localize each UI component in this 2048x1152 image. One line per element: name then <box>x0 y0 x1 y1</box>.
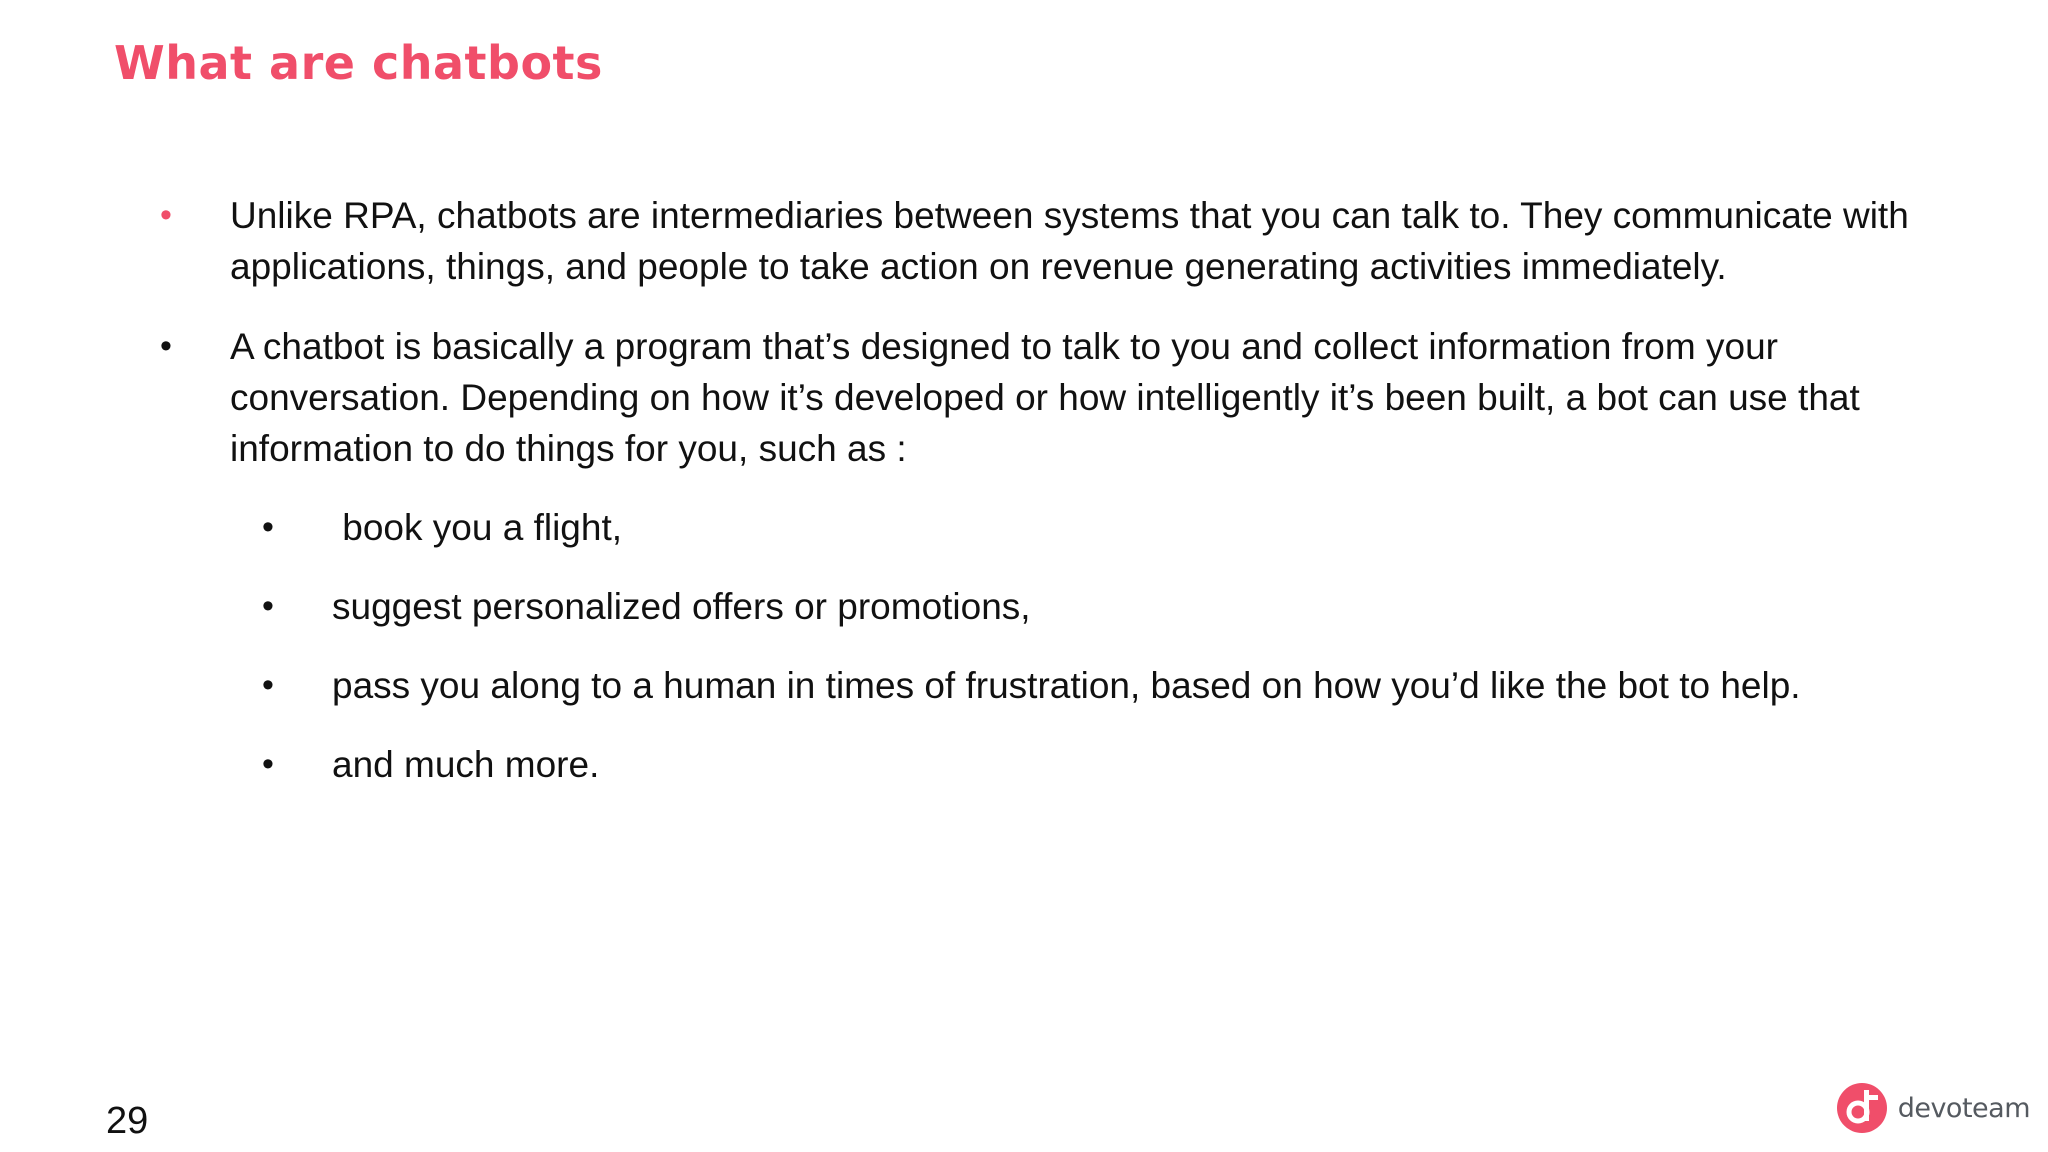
sub-bullet-item <box>262 739 1801 790</box>
logo-text: devoteam <box>1897 1092 2030 1124</box>
bullet-marker: • <box>262 666 274 704</box>
sub-bullet-item <box>262 660 1801 711</box>
sub-bullet-item <box>262 502 1801 553</box>
bullet-marker: • <box>160 196 172 234</box>
bullet-text: A chatbot is basically a program that’s designed to talk to you and collect information from your conversation. Depending on how it’s developed or how intelligently it’s been built, a bot can use that information to do things for you, such as : <box>230 326 1860 469</box>
sub-bullet-text: suggest personalized offers or promotions, <box>332 586 1031 627</box>
bullet-text: Unlike RPA, chatbots are intermediaries between systems that you can talk to. They communicate with applications, things, and people to take action on revenue generating activities immediately. <box>230 195 1909 287</box>
sub-bullet-text: and much more. <box>332 744 600 785</box>
sub-bullet-item <box>262 581 1801 632</box>
sub-bullet-text: book you a flight, <box>332 507 623 548</box>
bullet-marker: • <box>262 587 274 625</box>
devoteam-logo <box>1836 1082 2030 1134</box>
sub-bullet-list <box>262 502 1801 818</box>
bullet-marker: • <box>160 327 172 365</box>
bullet-marker: • <box>262 745 274 783</box>
bullet-marker: • <box>262 508 274 546</box>
page-number: 29 <box>106 1100 149 1142</box>
devoteam-logo-icon <box>1836 1082 1888 1134</box>
bullet-item <box>160 321 1960 474</box>
sub-bullet-text: pass you along to a human in times of frustration, based on how you’d like the bot to help. <box>332 665 1801 706</box>
bullet-item <box>160 190 1960 292</box>
bullet-list <box>160 190 1960 503</box>
slide-title: What are chatbots <box>114 36 603 90</box>
